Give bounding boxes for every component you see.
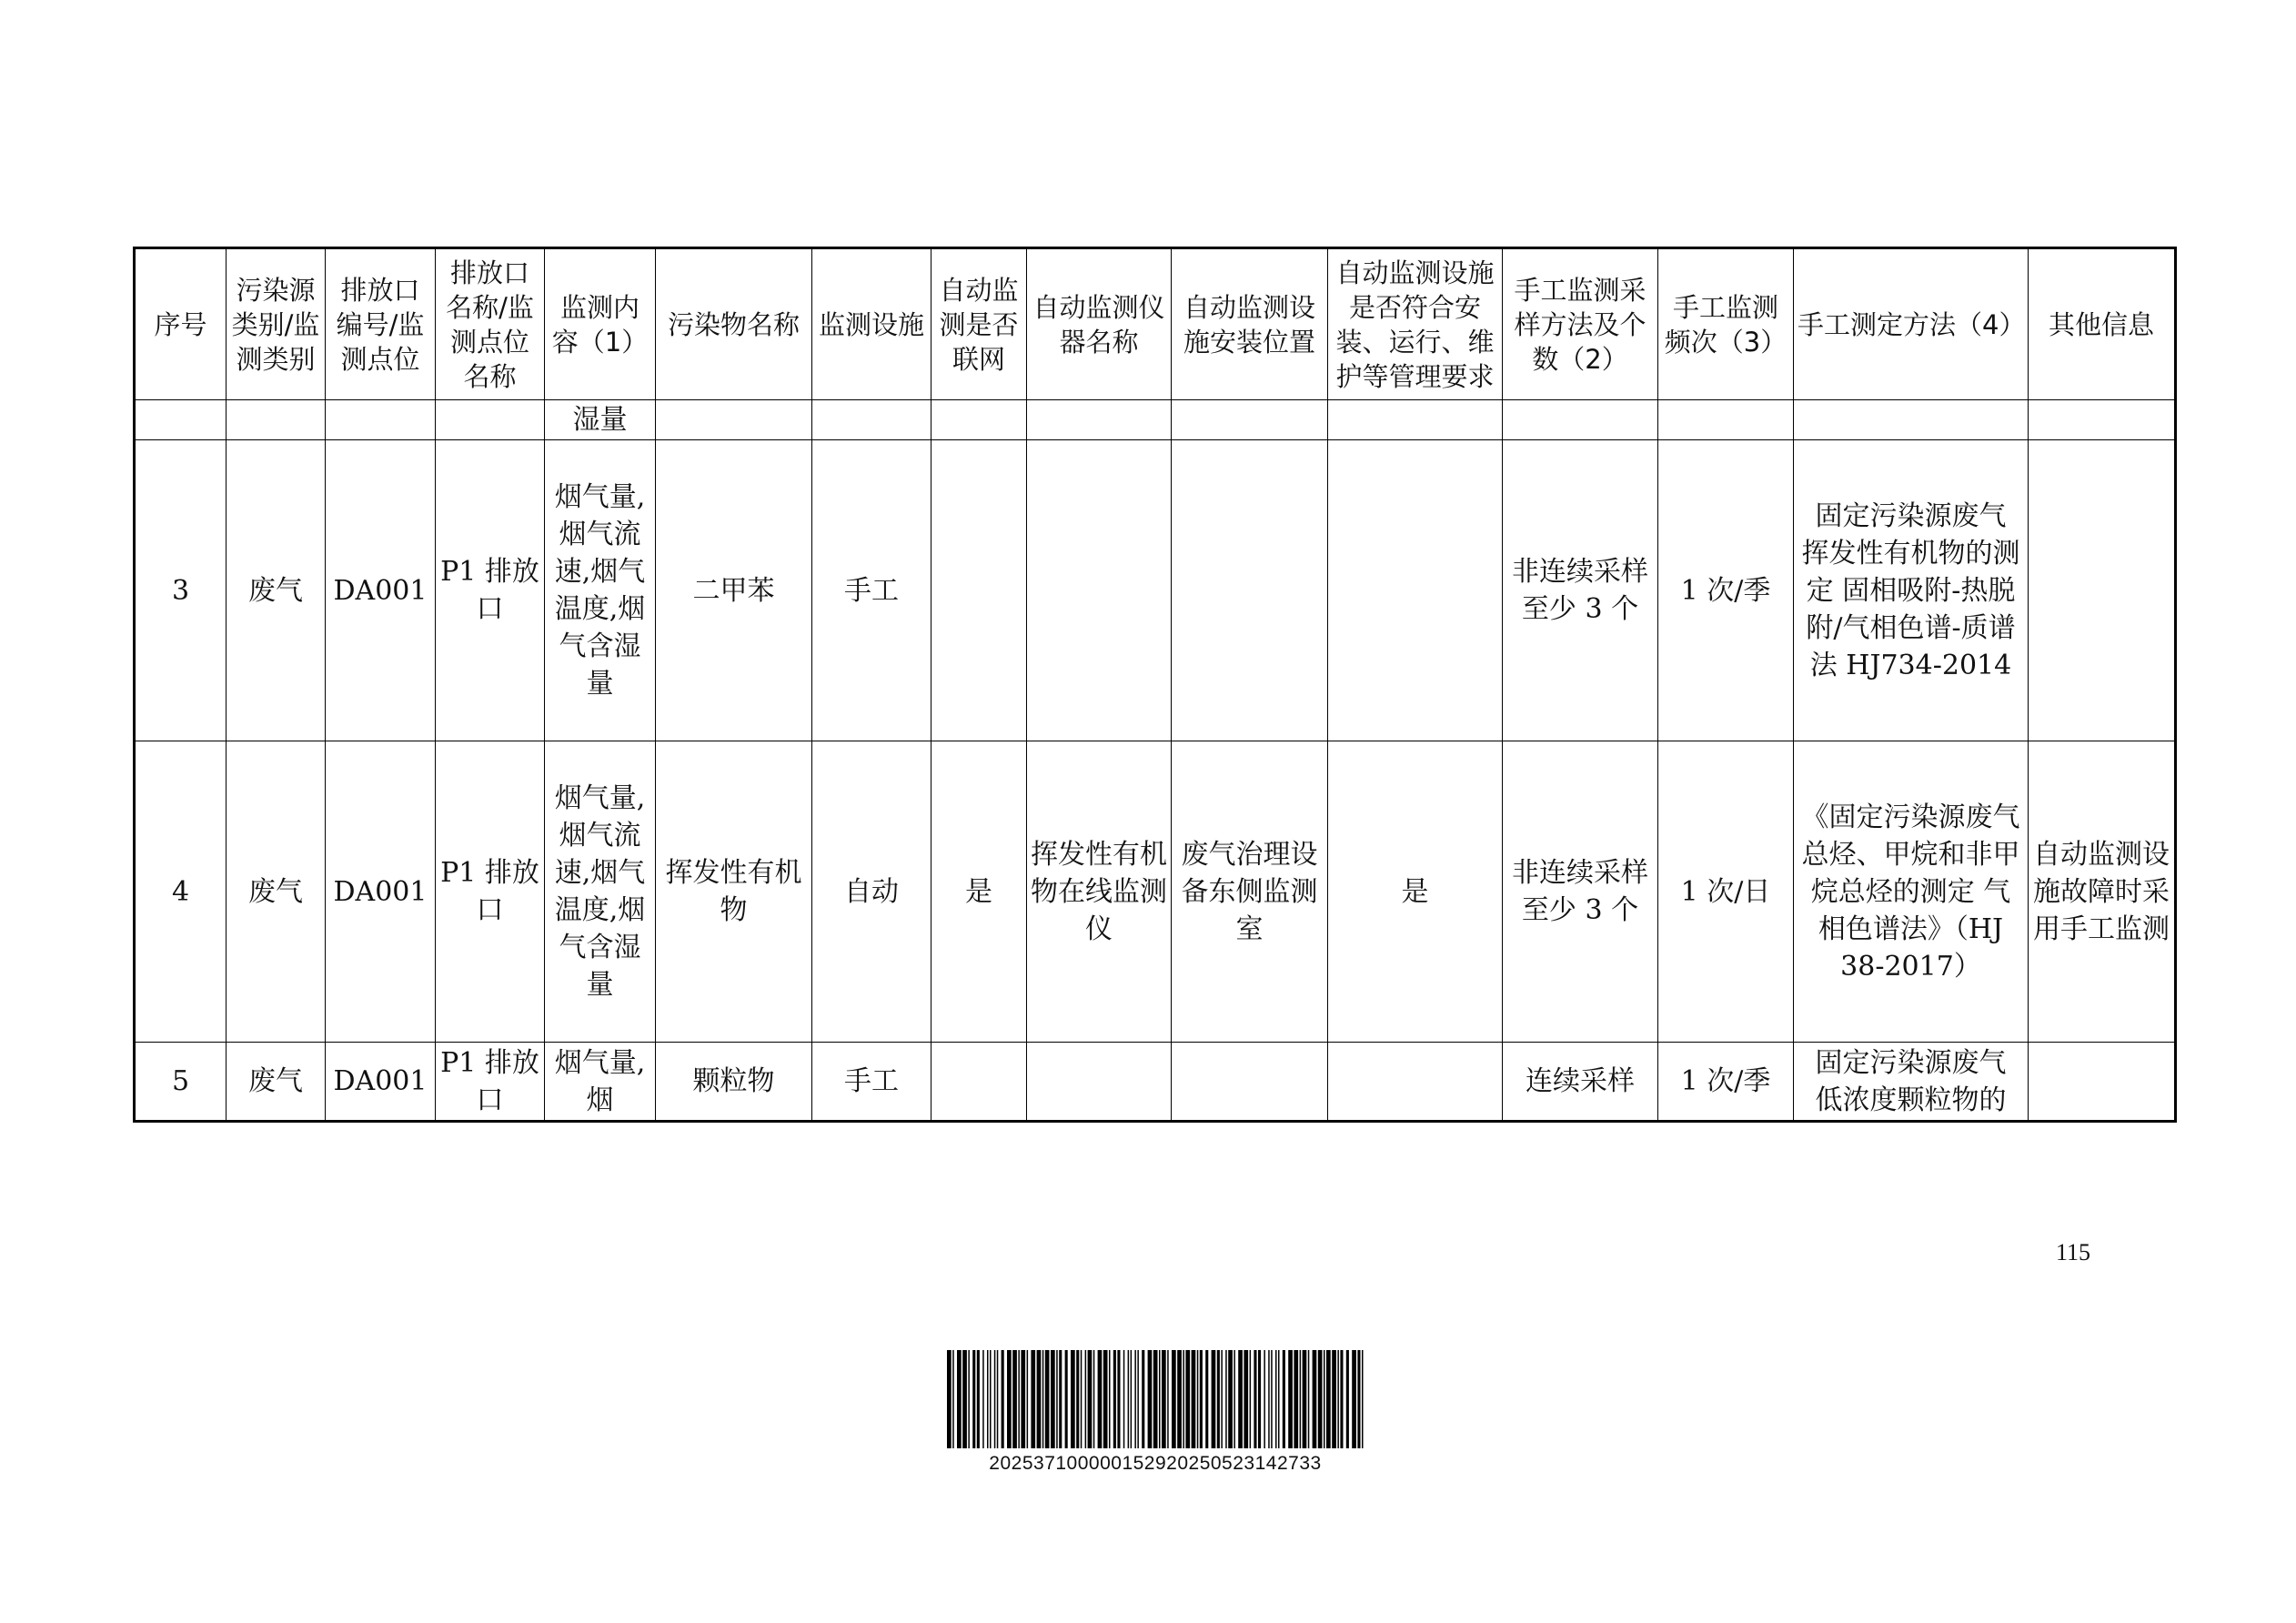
barcode-bar: [1283, 1350, 1285, 1448]
barcode-bar: [1142, 1350, 1144, 1448]
barcode-bar: [1337, 1350, 1339, 1448]
barcode-bar: [1113, 1350, 1116, 1448]
barcode-bar: [1324, 1350, 1325, 1448]
header-cell: 排放口编号/监测点位: [326, 248, 436, 400]
barcode-bar: [1217, 1350, 1220, 1448]
table-cell: [2029, 440, 2176, 741]
barcode-bar: [1137, 1350, 1139, 1448]
table-cell: 自动: [812, 741, 931, 1043]
monitoring-table: [133, 247, 2177, 1123]
table-cell: [1027, 1043, 1172, 1122]
barcode-bar: [1065, 1350, 1068, 1448]
table-cell: 4: [135, 741, 227, 1043]
barcode-bar: [1021, 1350, 1025, 1448]
barcode-bar: [1313, 1350, 1317, 1448]
barcode-bar: [1098, 1350, 1103, 1448]
table-cell: 连续采样: [1503, 1043, 1658, 1122]
barcode-bar: [1045, 1350, 1050, 1448]
table-cell: 烟气量,烟: [545, 1043, 656, 1122]
barcode-bar: [1088, 1350, 1093, 1448]
barcode-bar: [1103, 1350, 1108, 1448]
table-header-row: [135, 248, 2176, 400]
barcode-bar: [1303, 1350, 1307, 1448]
table-cell: [931, 1043, 1027, 1122]
table-cell: [1328, 1043, 1503, 1122]
barcode-bar: [1002, 1350, 1004, 1448]
barcode-bar: [1167, 1350, 1169, 1448]
table-cell: 1 次/季: [1658, 1043, 1794, 1122]
barcode-bar: [1225, 1350, 1227, 1448]
header-cell: 手工监测采样方法及个数（2）: [1503, 248, 1658, 400]
table-cell: [2029, 1043, 2176, 1122]
table-cell: P1 排放口: [436, 440, 545, 741]
barcode-bar: [1318, 1350, 1323, 1448]
barcode-bar: [1042, 1350, 1044, 1448]
table-cell: DA001: [326, 741, 436, 1043]
table-cell: 颗粒物: [656, 1043, 812, 1122]
barcode-bar: [977, 1350, 980, 1448]
table-cell: [1027, 400, 1172, 440]
barcode-bar: [1294, 1350, 1298, 1448]
barcode-bar: [952, 1350, 954, 1448]
barcode-bar: [1177, 1350, 1182, 1448]
header-cell: 污染源类别/监测类别: [227, 248, 326, 400]
barcode-bar: [1027, 1350, 1029, 1448]
barcode-bar: [1332, 1350, 1336, 1448]
table-cell: 非连续采样 至少 3 个: [1503, 440, 1658, 741]
table-cell: [812, 400, 931, 440]
barcode-bar: [1250, 1350, 1252, 1448]
barcode-bar: [1192, 1350, 1196, 1448]
table-cell: 《固定污染源废气 总烃、甲烷和非甲烷总烃的测定 气相色谱法》（HJ 38-2017）: [1794, 741, 2029, 1043]
table-cell: 湿量: [545, 400, 656, 440]
table-cell: 固定污染源废气 低浓度颗粒物的: [1794, 1043, 2029, 1122]
barcode-bar: [968, 1350, 970, 1448]
header-cell: 监测内容（1）: [545, 248, 656, 400]
table-cell: [135, 400, 227, 440]
barcode-bar: [1205, 1350, 1208, 1448]
table-cell: 二甲苯: [656, 440, 812, 741]
barcode-bar: [1117, 1350, 1120, 1448]
barcode-bar: [1018, 1350, 1020, 1448]
table-cell: 是: [1328, 741, 1503, 1043]
barcode-bar: [1244, 1350, 1248, 1448]
barcode-bar: [1056, 1350, 1058, 1448]
table-cell: [1328, 440, 1503, 741]
table-cell: P1 排放口: [436, 1043, 545, 1122]
table-cell: [436, 400, 545, 440]
header-cell: 其他信息: [2029, 248, 2176, 400]
table-cell: 非连续采样 至少 3 个: [1503, 741, 1658, 1043]
barcode-bar: [957, 1350, 962, 1448]
barcode-bar: [1264, 1350, 1265, 1448]
barcode-bar: [1134, 1350, 1136, 1448]
table-cell: 手工: [812, 440, 931, 741]
barcode-bar: [1131, 1350, 1133, 1448]
barcode-bar: [1300, 1350, 1302, 1448]
barcode-bar: [1109, 1350, 1111, 1448]
barcode-bar: [947, 1350, 952, 1448]
table-cell: DA001: [326, 1043, 436, 1122]
table-cell: [931, 440, 1027, 741]
table-cell: 烟气量,烟气流速,烟气温度,烟气含湿量: [545, 440, 656, 741]
table-cell: [1658, 400, 1794, 440]
table-cell: 废气: [227, 741, 326, 1043]
barcode-bar: [1037, 1350, 1042, 1448]
barcode-bar: [990, 1350, 992, 1448]
table-cell: [931, 400, 1027, 440]
barcode-bar: [1031, 1350, 1035, 1448]
table-cell: 挥发性有机物在线监测仪: [1027, 741, 1172, 1043]
barcode-bar: [1212, 1350, 1216, 1448]
barcode-bar: [962, 1350, 967, 1448]
table-cell: DA001: [326, 440, 436, 741]
barcode-bar: [1153, 1350, 1158, 1448]
table-cell: 3: [135, 440, 227, 741]
barcode-bar: [1076, 1350, 1079, 1448]
barcode-bar: [1234, 1350, 1235, 1448]
barcode-bar: [1357, 1350, 1360, 1448]
table-row: [135, 1043, 2176, 1122]
table-cell: 5: [135, 1043, 227, 1122]
barcode-bar: [1275, 1350, 1277, 1448]
barcode-bar: [1093, 1350, 1095, 1448]
table-cell: [1503, 400, 1658, 440]
header-cell: 自动监测是否联网: [931, 248, 1027, 400]
table-cell: 手工: [812, 1043, 931, 1122]
barcode-bar: [1258, 1350, 1261, 1448]
table-cell: 1 次/日: [1658, 741, 1794, 1043]
table-cell: [227, 400, 326, 440]
header-cell: 污染物名称: [656, 248, 812, 400]
barcode-bar: [1007, 1350, 1012, 1448]
barcode-bar: [987, 1350, 989, 1448]
barcode-bar: [1340, 1350, 1343, 1448]
barcode-bar: [1123, 1350, 1125, 1448]
barcode: [945, 1350, 1365, 1448]
table-row: [135, 440, 2176, 741]
table-cell: 固定污染源废气 挥发性有机物的测定 固相吸附-热脱附/气相色谱-质谱法 HJ734-2014: [1794, 440, 2029, 741]
barcode-bar: [1012, 1350, 1017, 1448]
barcode-bar: [1271, 1350, 1273, 1448]
table-cell: [1172, 400, 1328, 440]
barcode-bar: [1254, 1350, 1256, 1448]
header-cell: 序号: [135, 248, 227, 400]
barcode-bar: [997, 1350, 999, 1448]
page-number: 115: [2056, 1239, 2091, 1265]
header-cell: 监测设施: [812, 248, 931, 400]
header-cell: 手工监测频次（3）: [1658, 248, 1794, 400]
table-row: [135, 741, 2176, 1043]
barcode-bar: [994, 1350, 996, 1448]
barcode-bar: [1352, 1350, 1356, 1448]
barcode-bar: [1197, 1350, 1199, 1448]
barcode-number: 202537100000152920250523142733: [989, 1453, 1322, 1474]
barcode-bar: [1308, 1350, 1310, 1448]
barcode-bar: [1172, 1350, 1176, 1448]
header-cell: 自动监测设施是否符合安装、运行、维护等管理要求: [1328, 248, 1503, 400]
barcode-bar: [1085, 1350, 1087, 1448]
header-cell: 自动监测仪器名称: [1027, 248, 1172, 400]
table-cell: 挥发性有机物: [656, 741, 812, 1043]
barcode-bar: [972, 1350, 975, 1448]
table-cell: 1 次/季: [1658, 440, 1794, 741]
barcode-bar: [1059, 1350, 1062, 1448]
header-cell: 自动监测设施安装位置: [1172, 248, 1328, 400]
table-cell: [1172, 440, 1328, 741]
table-row-continuation: [135, 400, 2176, 440]
barcode-bar: [1362, 1350, 1364, 1448]
barcode-bar: [1221, 1350, 1223, 1448]
table-cell: 是: [931, 741, 1027, 1043]
table-cell: [1328, 400, 1503, 440]
table-cell: [1027, 440, 1172, 741]
barcode-bar: [1162, 1350, 1166, 1448]
barcode-bar: [1200, 1350, 1203, 1448]
barcode-bar: [1268, 1350, 1270, 1448]
barcode-bar: [982, 1350, 984, 1448]
barcode-bar: [1128, 1350, 1130, 1448]
table-cell: [326, 400, 436, 440]
barcode-bar: [1228, 1350, 1233, 1448]
barcode-bar: [1183, 1350, 1184, 1448]
barcode-bar: [1185, 1350, 1190, 1448]
table-cell: [656, 400, 812, 440]
table-cell: 烟气量,烟气流速,烟气温度,烟气含湿量: [545, 741, 656, 1043]
barcode-bar: [1346, 1350, 1349, 1448]
table-cell: 自动监测设施故障时采用手工监测: [2029, 741, 2176, 1043]
barcode-bar: [1288, 1350, 1293, 1448]
barcode-bar: [1159, 1350, 1161, 1448]
barcode-bar: [1071, 1350, 1075, 1448]
barcode-bar: [1238, 1350, 1243, 1448]
header-cell: 手工测定方法（4）: [1794, 248, 2029, 400]
table-cell: [2029, 400, 2176, 440]
table-cell: 废气治理设备东侧监测室: [1172, 741, 1328, 1043]
table-cell: [1794, 400, 2029, 440]
table-cell: 废气: [227, 1043, 326, 1122]
table-cell: [1172, 1043, 1328, 1122]
table-cell: 废气: [227, 440, 326, 741]
barcode-bar: [1278, 1350, 1280, 1448]
barcode-bar: [1326, 1350, 1331, 1448]
header-cell: 排放口名称/监测点位名称: [436, 248, 545, 400]
barcode-bar: [1051, 1350, 1055, 1448]
barcode-bar: [1081, 1350, 1083, 1448]
barcode-bar: [1148, 1350, 1153, 1448]
table-cell: P1 排放口: [436, 741, 545, 1043]
